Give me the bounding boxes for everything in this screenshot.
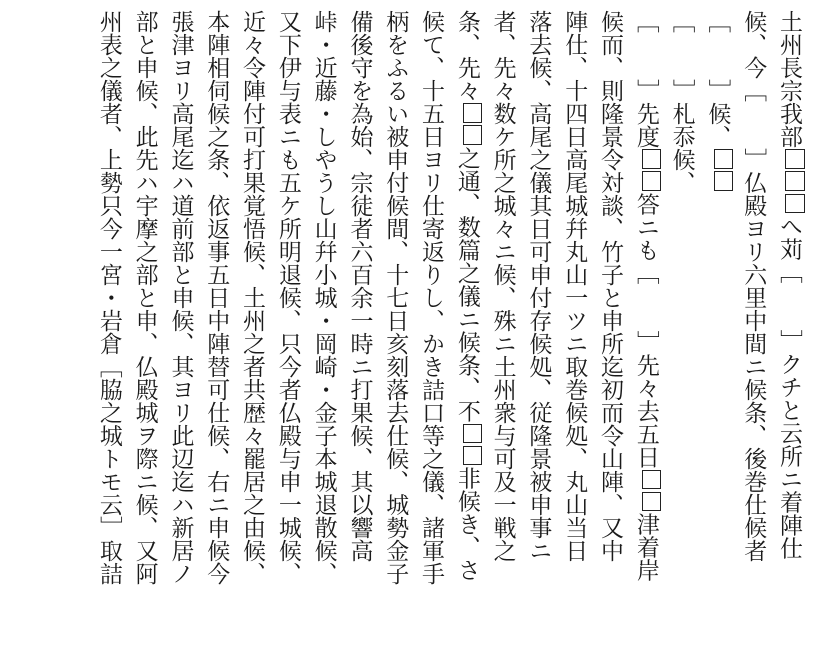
text-column-1: 土州長宗我部へ苅［ ］クチと云所ニ着陣仕 xyxy=(770,10,806,656)
missing-character-box xyxy=(463,103,482,122)
missing-character-box xyxy=(463,446,482,465)
text-column-16: 近々令陣付可打果覚悟候、土州之者共歴々罷居之由候、 xyxy=(239,10,266,585)
missing-character-box xyxy=(463,424,482,443)
missing-character-box xyxy=(463,125,482,144)
text-column-17: 本陣相伺候之条、依返事五日中陣替可仕候、右ニ申候今 xyxy=(203,10,230,585)
text-column-9: 者、先々数ケ所之城々ニ候、殊ニ土州衆与可及一戦之 xyxy=(489,10,516,562)
text-column-5: ［ ］先度答ニも［ ］先々去五日津着岸 xyxy=(627,10,663,656)
text-column-10: 条、先々之通、数篇之儀ニ候条、不非候き、さ xyxy=(448,10,484,656)
text-column-7: 陣仕、十四日高尾城幷丸山一ツニ取巻候処、丸山当日 xyxy=(561,10,588,562)
missing-character-box xyxy=(714,171,733,190)
text-column-8: 落去候、高尾之儀其日可申付存候処、従隆景被申事ニ xyxy=(525,10,552,562)
missing-character-box xyxy=(642,492,661,511)
missing-character-box xyxy=(785,171,804,190)
text-column-14: 峠・近藤・しやうし山幷小城・岡崎・金子本城退散候、 xyxy=(310,10,337,585)
missing-character-box xyxy=(714,149,733,168)
text-column-19: 部と申候、此先ハ宇摩之部と申、仏殿城ヲ際ニ候、又阿 xyxy=(131,10,158,585)
missing-character-box xyxy=(642,149,661,168)
missing-character-box xyxy=(642,171,661,190)
text-column-13: 備後守を為始、宗徒者六百余一時ニ打果候、其以響高 xyxy=(346,10,373,562)
text-column-20: 州表之儀者、上勢只今一宮・岩倉［脇之城トモ云］取詰 xyxy=(95,10,122,585)
text-column-15: 又下伊与表ニも五ケ所明退候、只今者仏殿与申一城候、 xyxy=(274,10,301,585)
text-column-11: 候て、十五日ヨリ仕寄返りし、かき詰口等之儀、諸軍手 xyxy=(418,10,445,585)
text-column-4: ［ ］札忝候、 xyxy=(668,10,695,194)
missing-character-box xyxy=(642,470,661,489)
text-column-2: 候、今［ ］仏殿ヨリ六里中間ニ候条、後巻仕候者 xyxy=(740,10,767,562)
vertical-text-body xyxy=(90,10,806,656)
missing-character-box xyxy=(785,194,804,213)
text-column-18: 張津ヨリ高尾迄ハ道前部と申候、其ヨリ此辺迄ハ新居ノ xyxy=(167,10,194,585)
text-column-12: 柄をふるい被申付候間、十七日亥刻落去仕候、城勢金子 xyxy=(382,10,409,585)
text-column-6: 候而、則隆景令対談、竹子と申所迄初而令山陣、又中 xyxy=(597,10,624,562)
text-column-3: ［ ］候、 xyxy=(699,10,735,656)
missing-character-box xyxy=(785,149,804,168)
